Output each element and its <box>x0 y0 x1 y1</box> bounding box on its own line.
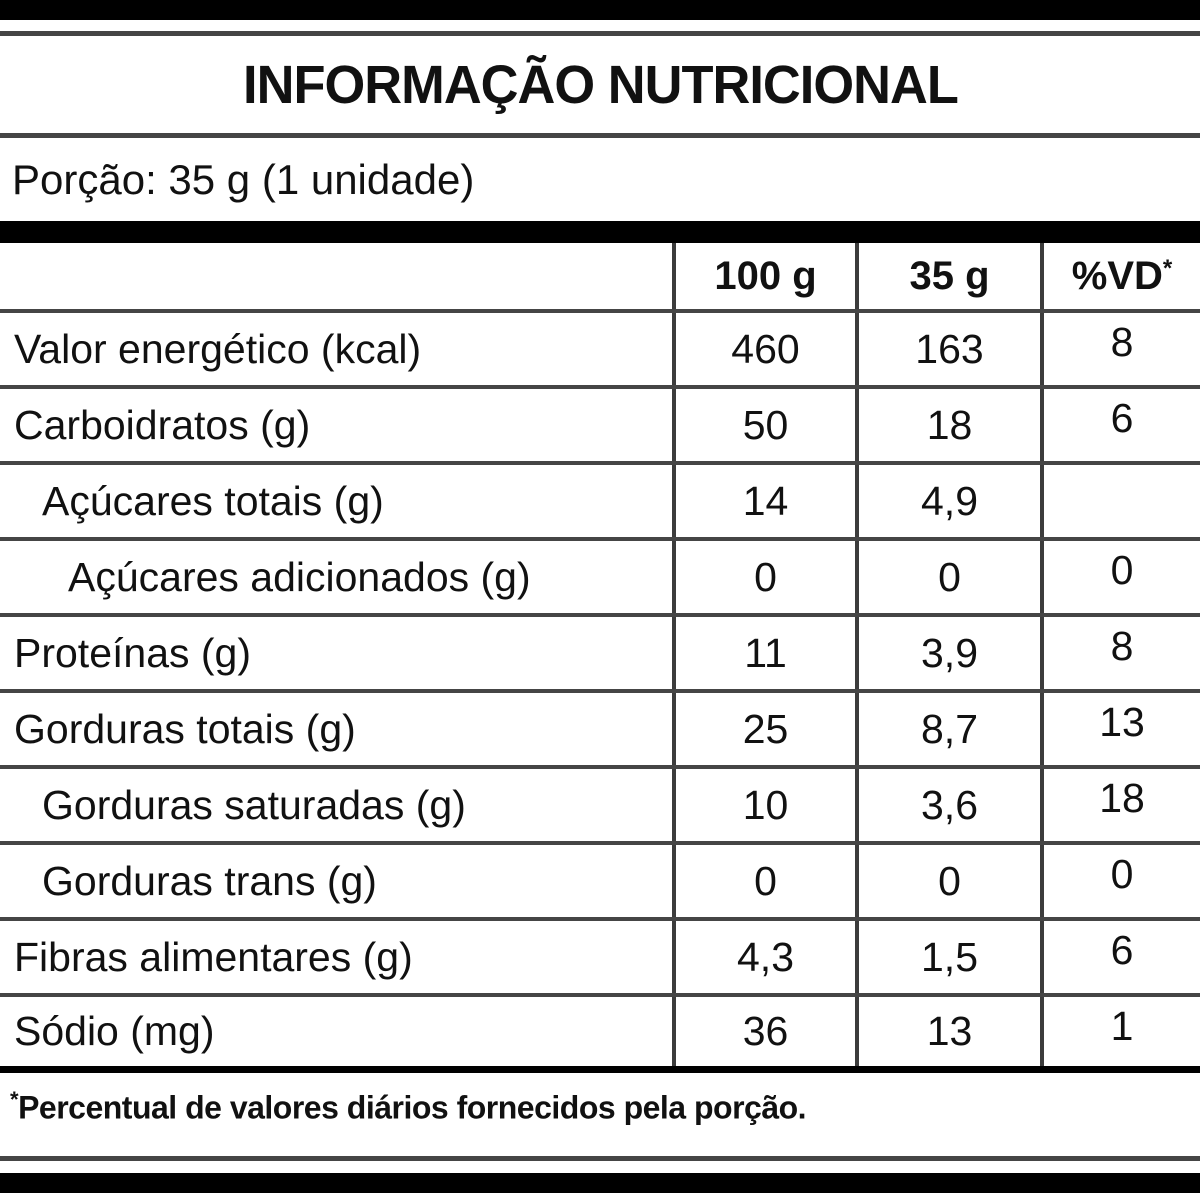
value-per-100g: 460 <box>672 313 855 385</box>
column-header-100g: 100 g <box>672 243 855 309</box>
value-per-serving: 13 <box>855 997 1040 1066</box>
nutrient-name: Gorduras saturadas (g) <box>42 781 466 828</box>
value-daily-pct: 13 <box>1040 693 1200 765</box>
footnote-text: Percentual de valores diários fornecidos pela porção. <box>18 1089 807 1126</box>
nutrient-name: Fibras alimentares (g) <box>14 933 413 980</box>
value-per-serving: 3,9 <box>855 617 1040 689</box>
value-per-serving: 18 <box>855 389 1040 461</box>
table-row-carbs <box>0 389 1200 465</box>
serving-size-text: Porção: 35 g (1 unidade) <box>12 155 475 203</box>
table-row-total-sugars <box>0 465 1200 541</box>
value-per-serving: 163 <box>855 313 1040 385</box>
table-row-total-fat <box>0 693 1200 769</box>
table-row-trans-fat <box>0 845 1200 921</box>
table-header-row <box>0 243 1200 313</box>
nutrient-name: Açúcares adicionados (g) <box>68 553 531 600</box>
serving-size-row <box>0 138 1200 221</box>
column-header-35g: 35 g <box>855 243 1040 309</box>
bottom-black-bar <box>0 1173 1200 1193</box>
nutrient-name: Proteínas (g) <box>14 629 251 676</box>
value-daily-pct: 6 <box>1040 921 1200 993</box>
top-black-bar <box>0 0 1200 20</box>
footnote-asterisk: * <box>10 1087 19 1112</box>
table-row-energy <box>0 313 1200 389</box>
value-per-serving: 3,6 <box>855 769 1040 841</box>
nutrient-name: Carboidratos (g) <box>14 401 311 448</box>
table-row-protein <box>0 617 1200 693</box>
value-per-100g: 10 <box>672 769 855 841</box>
nutrient-name: Gorduras totais (g) <box>14 705 356 752</box>
table-row-added-sugars <box>0 541 1200 617</box>
footnote <box>0 1073 1200 1156</box>
bottom-gap <box>0 1161 1200 1173</box>
value-per-100g: 11 <box>672 617 855 689</box>
nutrient-name: Gorduras trans (g) <box>42 857 377 904</box>
value-per-serving: 0 <box>855 845 1040 917</box>
empty-header-cell <box>0 243 672 309</box>
vd-label: %VD <box>1071 253 1163 298</box>
nutrient-name: Açúcares totais (g) <box>42 477 384 524</box>
value-daily-pct: 18 <box>1040 769 1200 841</box>
table-row-saturated-fat <box>0 769 1200 845</box>
nutrient-name: Valor energético (kcal) <box>14 325 422 372</box>
value-per-serving: 1,5 <box>855 921 1040 993</box>
value-per-100g: 0 <box>672 845 855 917</box>
value-daily-pct: 8 <box>1040 617 1200 689</box>
vd-asterisk: * <box>1162 255 1173 282</box>
nutrition-table <box>0 243 1200 1073</box>
table-row-sodium <box>0 997 1200 1073</box>
value-daily-pct: 8 <box>1040 313 1200 385</box>
value-per-100g: 4,3 <box>672 921 855 993</box>
value-per-100g: 14 <box>672 465 855 537</box>
top-gap <box>0 20 1200 31</box>
value-daily-pct: 6 <box>1040 389 1200 461</box>
value-per-100g: 36 <box>672 997 855 1066</box>
value-per-serving: 8,7 <box>855 693 1040 765</box>
value-daily-pct: 1 <box>1040 997 1200 1066</box>
table-row-fiber <box>0 921 1200 997</box>
value-daily-pct: 0 <box>1040 541 1200 613</box>
separator-band <box>0 221 1200 243</box>
value-per-100g: 50 <box>672 389 855 461</box>
value-per-100g: 25 <box>672 693 855 765</box>
nutrient-name: Sódio (mg) <box>14 1008 215 1054</box>
value-per-serving: 4,9 <box>855 465 1040 537</box>
header <box>0 36 1200 133</box>
value-daily-pct <box>1040 465 1200 537</box>
column-header-vd <box>1040 243 1200 309</box>
page-title: INFORMAÇÃO NUTRICIONAL <box>242 54 958 115</box>
value-daily-pct: 0 <box>1040 845 1200 917</box>
value-per-100g: 0 <box>672 541 855 613</box>
value-per-serving: 0 <box>855 541 1040 613</box>
